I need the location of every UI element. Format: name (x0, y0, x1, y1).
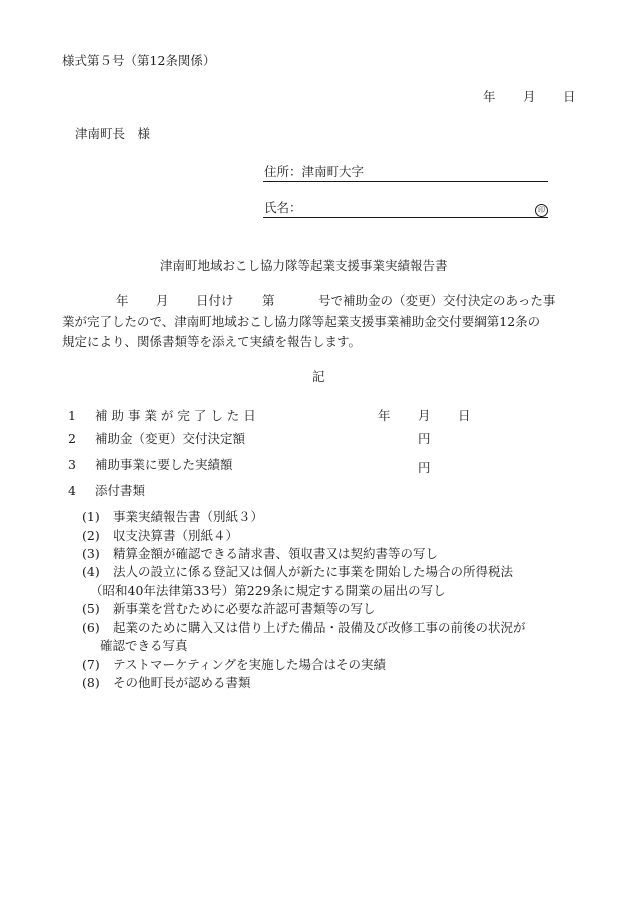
completion-day: 日 (458, 408, 471, 423)
attachment-item: 精算金額が確認できる請求書、領収書又は契約書等の写し (113, 546, 439, 561)
attachment-number: (4) (82, 564, 100, 579)
item-actual-cost-label: 補助事業に要した実績額 (95, 457, 233, 472)
completion-month: 月 (418, 408, 431, 423)
item-number: 3 (68, 457, 76, 472)
address-label: 住所：津南町大字 (264, 164, 365, 179)
body-year: 年 (116, 293, 129, 308)
body-day: 日付け (196, 293, 234, 308)
attachment-item-continuation: （昭和40年法律第33号）第229条に規定する開業の届出の写し (90, 583, 446, 598)
date-day: 日 (563, 89, 576, 104)
attachment-item: 事業実績報告書（別紙３） (113, 509, 264, 524)
body-dai: 第 (262, 293, 275, 308)
body-line1-rest: 号で補助金の（変更）交付決定のあった事 (318, 293, 556, 308)
attachment-item: 新事業を営むために必要な許認可書類等の写し (113, 601, 376, 616)
seal-mark: 印 (535, 204, 548, 217)
attachment-number: (7) (82, 657, 100, 672)
attachment-number: (1) (82, 509, 100, 524)
grant-amount-unit: 円 (418, 431, 431, 446)
item-number: 4 (68, 483, 76, 498)
attachment-item-continuation: 確認できる写真 (100, 638, 188, 653)
attachment-item: 収支決算書（別紙４） (113, 528, 239, 543)
date-year: 年 (483, 89, 496, 104)
item-number: 1 (68, 408, 76, 423)
attachment-item: テストマーケティングを実施した場合はその実績 (113, 657, 387, 672)
document-title: 津南町地域おこし協力隊等起業支援事業実績報告書 (160, 258, 448, 273)
attachment-number: (2) (82, 528, 100, 543)
item-completion-date-label: 補 助 事 業 が 完 了 し た 日 (95, 408, 256, 423)
name-label: 氏名： (264, 200, 302, 215)
attachment-item: その他町長が認める書類 (113, 675, 251, 690)
actual-cost-unit: 円 (418, 460, 431, 475)
body-month: 月 (156, 293, 169, 308)
ki-heading: 記 (312, 369, 325, 384)
date-month: 月 (523, 89, 536, 104)
name-underline (263, 217, 548, 218)
recipient: 津南町長 様 (75, 126, 151, 141)
form-number: 様式第５号（第12条関係） (62, 53, 216, 68)
attachment-item: 法人の設立に係る登記又は個人が新たに事業を開始した場合の所得税法 (113, 564, 514, 579)
address-underline (263, 181, 548, 182)
item-attachments-label: 添付書類 (95, 483, 146, 498)
attachment-number: (6) (82, 620, 100, 635)
item-grant-amount-label: 補助金（変更）交付決定額 (95, 431, 246, 446)
attachment-number: (5) (82, 601, 100, 616)
body-line3: 規定により、関係書類等を添えて実績を報告します。 (62, 334, 362, 349)
attachment-item: 起業のために購入又は借り上げた備品・設備及び改修工事の前後の状況が (113, 620, 526, 635)
item-number: 2 (68, 431, 76, 446)
body-line2: 業が完了したので、津南町地域おこし協力隊等起業支援事業補助金交付要綱第12条の (62, 314, 541, 329)
attachment-number: (3) (82, 546, 100, 561)
attachment-number: (8) (82, 675, 100, 690)
completion-year: 年 (378, 408, 391, 423)
